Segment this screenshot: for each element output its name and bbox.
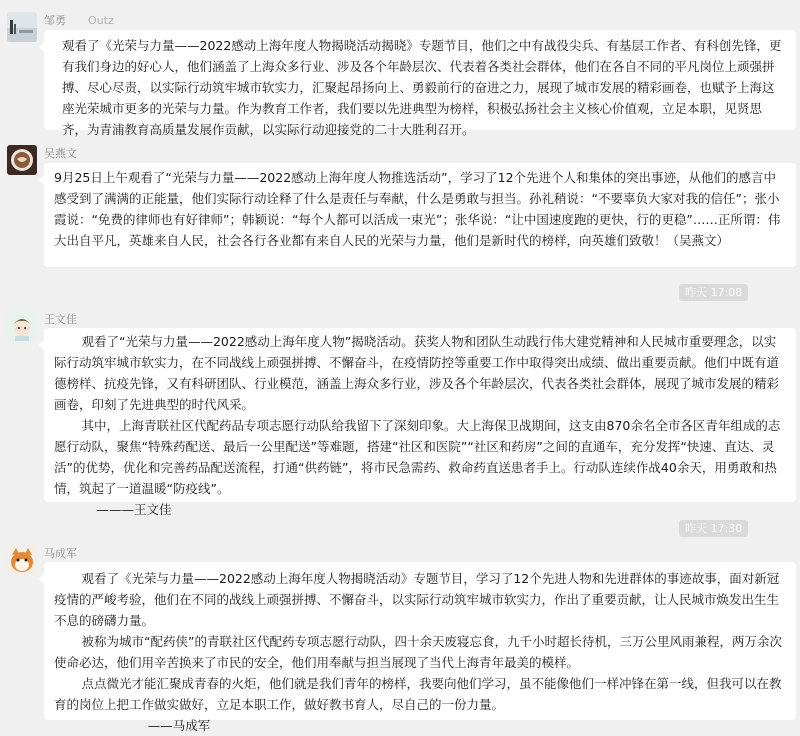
message-paragraph: 点点微光才能汇聚成青春的火炬，他们就是我们青年的榜样，我要向他们学习，虽不能像他们一样冲锋在第一线，但我可以在教育的岗位上把工作做实做好，立足本职工作，做好教书育人，尽自己的一份力量。 xyxy=(54,676,782,712)
avatar[interactable] xyxy=(7,545,37,575)
message-signature: ——马成军 xyxy=(147,718,211,733)
message-text: 观看了《光荣与力量——2022感动上海年度人物揭晓活动揭晓》专题节目，他们之中有战役尖兵、有基层工作者、有科创先锋，更有我们身边的好心人，他们涵盖了上海众多行业、涉及各个年龄层次、代表着各类社会群体，他们在各自不同的平凡岗位上顽强拼搏、尽心尽责，以实际行动筑牢城市软实力，汇聚起昂扬向上、勇毅前行的奋进之力，展现了城市发展的精彩画卷，也赋予上海这座光荣城市更多的光荣与力量。作为教育工作者，我们要以先进典型为榜样，积极弘扬社会主义核心价值观，立足本职，见贤思齐，为青浦教育高质量发展作贡献，以实际行动迎接党的二十大胜利召开。 xyxy=(62,38,782,137)
avatar[interactable] xyxy=(7,12,37,42)
sender-name-text: 邹勇 xyxy=(44,14,66,27)
message-bubble[interactable] xyxy=(44,163,796,267)
girl-cartoon-avatar-icon xyxy=(7,311,37,341)
avatar[interactable] xyxy=(7,145,37,175)
message-paragraph: 被称为城市“配药侠”的青联社区代配药专项志愿行动队，四十余天废寝忘食，九千小时超长待机，三万公里风雨兼程，两万余次使命必达，他们用辛苦换来了市民的安全，他们用奉献与担当展现了当代上海青年最美的模样。 xyxy=(54,634,782,670)
message-paragraph: 观看了“光荣与力量——2022感动上海年度人物”揭晓活动。获奖人物和团队生动践行伟大建党精神和人民城市重要理念，以实际行动筑牢城市软实力，在不同战线上顽强拼搏、不懈奋斗，在疫情防控等重要工作中取得突出成绩、做出重要贡献。他们中既有道德榜样、抗疫先锋，又有科研团队、行业模范，涵盖上海众多行业，涉及各个年龄层次，代表各类社会群体，展现了城市发展的精彩画卷，印刻了先进典型的时代风采。 xyxy=(54,334,780,412)
sender-name xyxy=(44,12,114,28)
message-paragraph: 观看了《光荣与力量——2022感动上海年度人物揭晓活动》专题节目，学习了12个先进人物和先进群体的事迹故事，面对新冠疫情的严峻考验，他们在不同的战线上顽强拼搏、不懈奋斗，以实际行动筑牢城市软实力，作出了重要贡献，让人民城市焕发出生生不息的磅礴力量。 xyxy=(54,571,780,628)
message-bubble[interactable] xyxy=(44,30,796,137)
coffee-cup-avatar-icon xyxy=(7,145,37,175)
sender-name: 吴燕文 xyxy=(44,147,77,160)
cat-cartoon-avatar-icon xyxy=(7,545,37,575)
timestamp: 昨天 17:30 xyxy=(679,520,748,537)
message-bubble[interactable] xyxy=(44,562,796,733)
sender-remark: Outz xyxy=(88,14,114,27)
sender-name: 王文佳 xyxy=(44,313,77,326)
message-bubble[interactable] xyxy=(44,328,796,517)
sender-name: 马成军 xyxy=(44,547,77,560)
message-signature: ———王文佳 xyxy=(96,502,172,517)
avatar[interactable] xyxy=(7,311,37,341)
landscape-photo-avatar-icon xyxy=(7,12,37,42)
timestamp: 昨天 17:08 xyxy=(679,284,748,301)
message-paragraph: 其中，上海青联社区代配药品专项志愿行动队给我留下了深刻印象。大上海保卫战期间，这支由870余名全市各区青年组成的志愿行动队，聚焦“特殊药配送、最后一公里配送”等难题，搭建“社区和医院”“社区和药房”之间的直通车，充分发挥“快速、直达、灵活”的优势，优化和完善药品配送流程，打通“供药链”，将市民急需药、救命药直送患者手上。行动队连续作战40余天，用勇敢和热情，筑起了一道温暖“防疫线”。 xyxy=(54,418,781,496)
message-text: 9月25日上午观看了“光荣与力量——2022感动上海年度人物推选活动”，学习了12个先进个人和集体的突出事迹，从他们的感言中感受到了满满的正能量，他们实际行动诠释了什么是责任与奉献，什么是勇敢与担当。孙礼稍说：“不要辜负大家对我的信任”；张小霞说：“免费的律师也有好律师”；韩颖说：“每个人都可以活成一束光”；张华说：“让中国速度跑的更快，行的更稳”……正所谓：伟大出自平凡，英雄来自人民，社会各行各业都有来自人民的光荣与力量，他们是新时代的榜样，向英雄们致敬！（吴燕文） xyxy=(54,170,781,248)
